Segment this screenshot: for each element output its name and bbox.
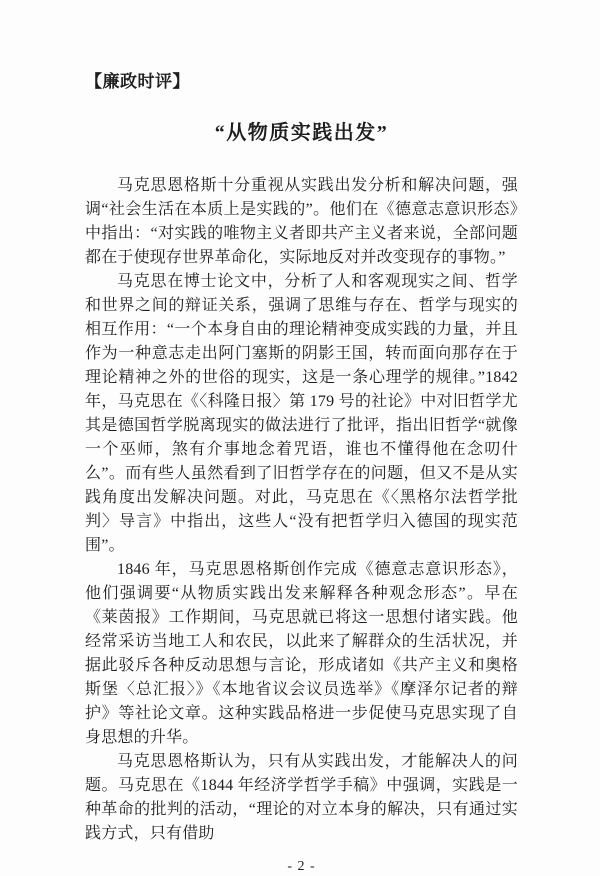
paragraph-2: 马克思在博士论文中，分析了人和客观现实之间、哲学和世界之间的辩证关系，强调了思维与存在、哲学与现实的相互作用：“一个本身自由的理论精神变成实践的力量，并且作为一种意志走出阿门塞斯的阴影王国，转而面向那存在于理论精神之外的世俗的现实，这是一条心理学的规律。”1842 年，马克思在《〈科隆日报〉第 179 号的社论》中对旧哲学尤其是德国哲学脱离现实的做法进行了批评，指出旧哲学“就像一个巫师，煞有介事地念着咒语，谁也不懂得他在念叨什么”。而有些人虽然看到了旧哲学存在的问题，但又不是从实践角度出发解决问题。对此，马克思在《〈黑格尔法哲学批判〉导言》中指出，这些人“没有把哲学归入德国的现实范围”。	[85, 273, 518, 554]
document-body	[85, 174, 518, 846]
document-title: “从物质实践出发”	[214, 122, 389, 144]
paragraph-4: 马克思恩格斯认为，只有从实践出发，才能解决人的问题。马克思在《1844 年经济学哲学手稿》中强调，实践是一种革命的批判的活动，“理论的对立本身的解决，只有通过实践方式，只有借助	[85, 753, 518, 842]
section-tag: 【廉政时评】	[85, 72, 190, 91]
paragraph-1: 马克思恩格斯十分重视从实践出发分析和解决问题，强调“社会生活在本质上是实践的”。他们在《德意志意识形态》中指出：“对实践的唯物主义者即共产主义者来说，全部问题都在于使现存世界革命化，实际地反对并改变现存的事物。”	[85, 177, 518, 266]
paragraph-3: 1846 年，马克思恩格斯创作完成《德意志意识形态》，他们强调要“从物质实践出发来解释各种观念形态”。早在《莱茵报》工作期间，马克思就已将这一思想付诸实践。他经常采访当地工人和农民，以此来了解群众的生活状况，并据此驳斥各种反动思想与言论，形成诸如《共产主义和奥格斯堡〈总汇报〉》《本地省议会议员选举》《摩泽尔记者的辩护》等社论文章。这种实践品格进一步促使马克思实现了自身思想的升华。	[85, 561, 518, 746]
page-number: - 2 -	[287, 859, 316, 874]
